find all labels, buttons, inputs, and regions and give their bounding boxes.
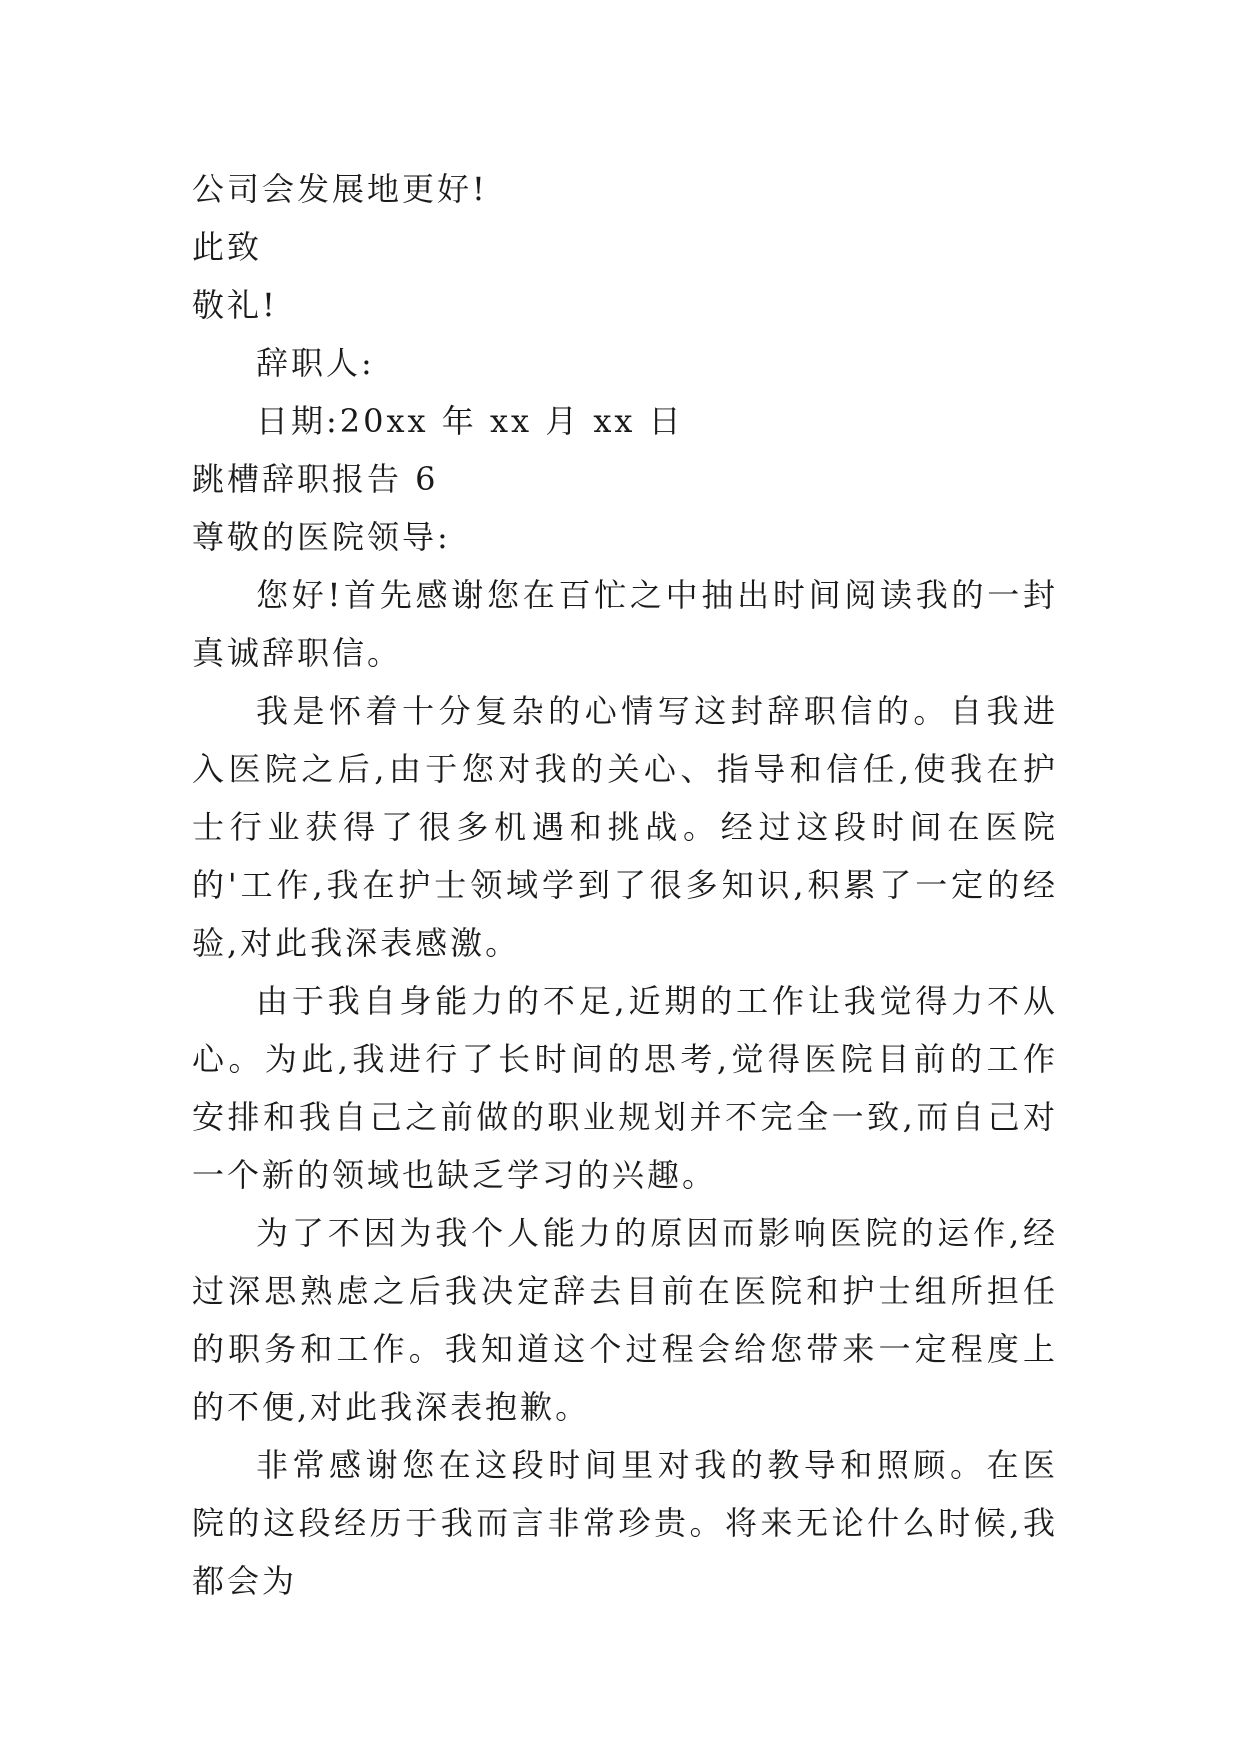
paragraph-greeting: 您好!首先感谢您在百忙之中抽出时间阅读我的一封真诚辞职信。 xyxy=(192,576,1058,672)
date-line: 日期:20xx 年 xx 月 xx 日 xyxy=(256,402,684,440)
paragraph-decision: 为了不因为我个人能力的原因而影响医院的运作,经过深思熟虑之后我决定辞去目前在医院和护士组所担任的职务和工作。我知道这个过程会给您带来一定程度上的不便,对此我深表抱歉。 xyxy=(192,1214,1058,1426)
document-body xyxy=(192,160,1058,1610)
salutation: 尊敬的医院领导: xyxy=(192,518,451,556)
resigner-label: 辞职人: xyxy=(256,344,375,382)
closing-line-3: 敬礼! xyxy=(192,286,278,324)
report-title: 跳槽辞职报告 6 xyxy=(192,460,439,498)
paragraph-reason: 由于我自身能力的不足,近期的工作让我觉得力不从心。为此,我进行了长时间的思考,觉得医院目前的工作安排和我自己之前做的职业规划并不完全一致,而自己对一个新的领域也缺乏学习的兴趣。 xyxy=(192,982,1058,1194)
paragraph-gratitude: 我是怀着十分复杂的心情写这封辞职信的。自我进入医院之后,由于您对我的关心、指导和信任,使我在护士行业获得了很多机遇和挑战。经过这段时间在医院的'工作,我在护士领域学到了很多知识,积累了一定的经验,对此我深表感激。 xyxy=(192,692,1058,962)
closing-line-2: 此致 xyxy=(192,228,263,266)
paragraph-thanks: 非常感谢您在这段时间里对我的教导和照顾。在医院的这段经历于我而言非常珍贵。将来无论什么时候,我都会为 xyxy=(192,1446,1058,1600)
closing-line-1: 公司会发展地更好! xyxy=(192,170,488,208)
